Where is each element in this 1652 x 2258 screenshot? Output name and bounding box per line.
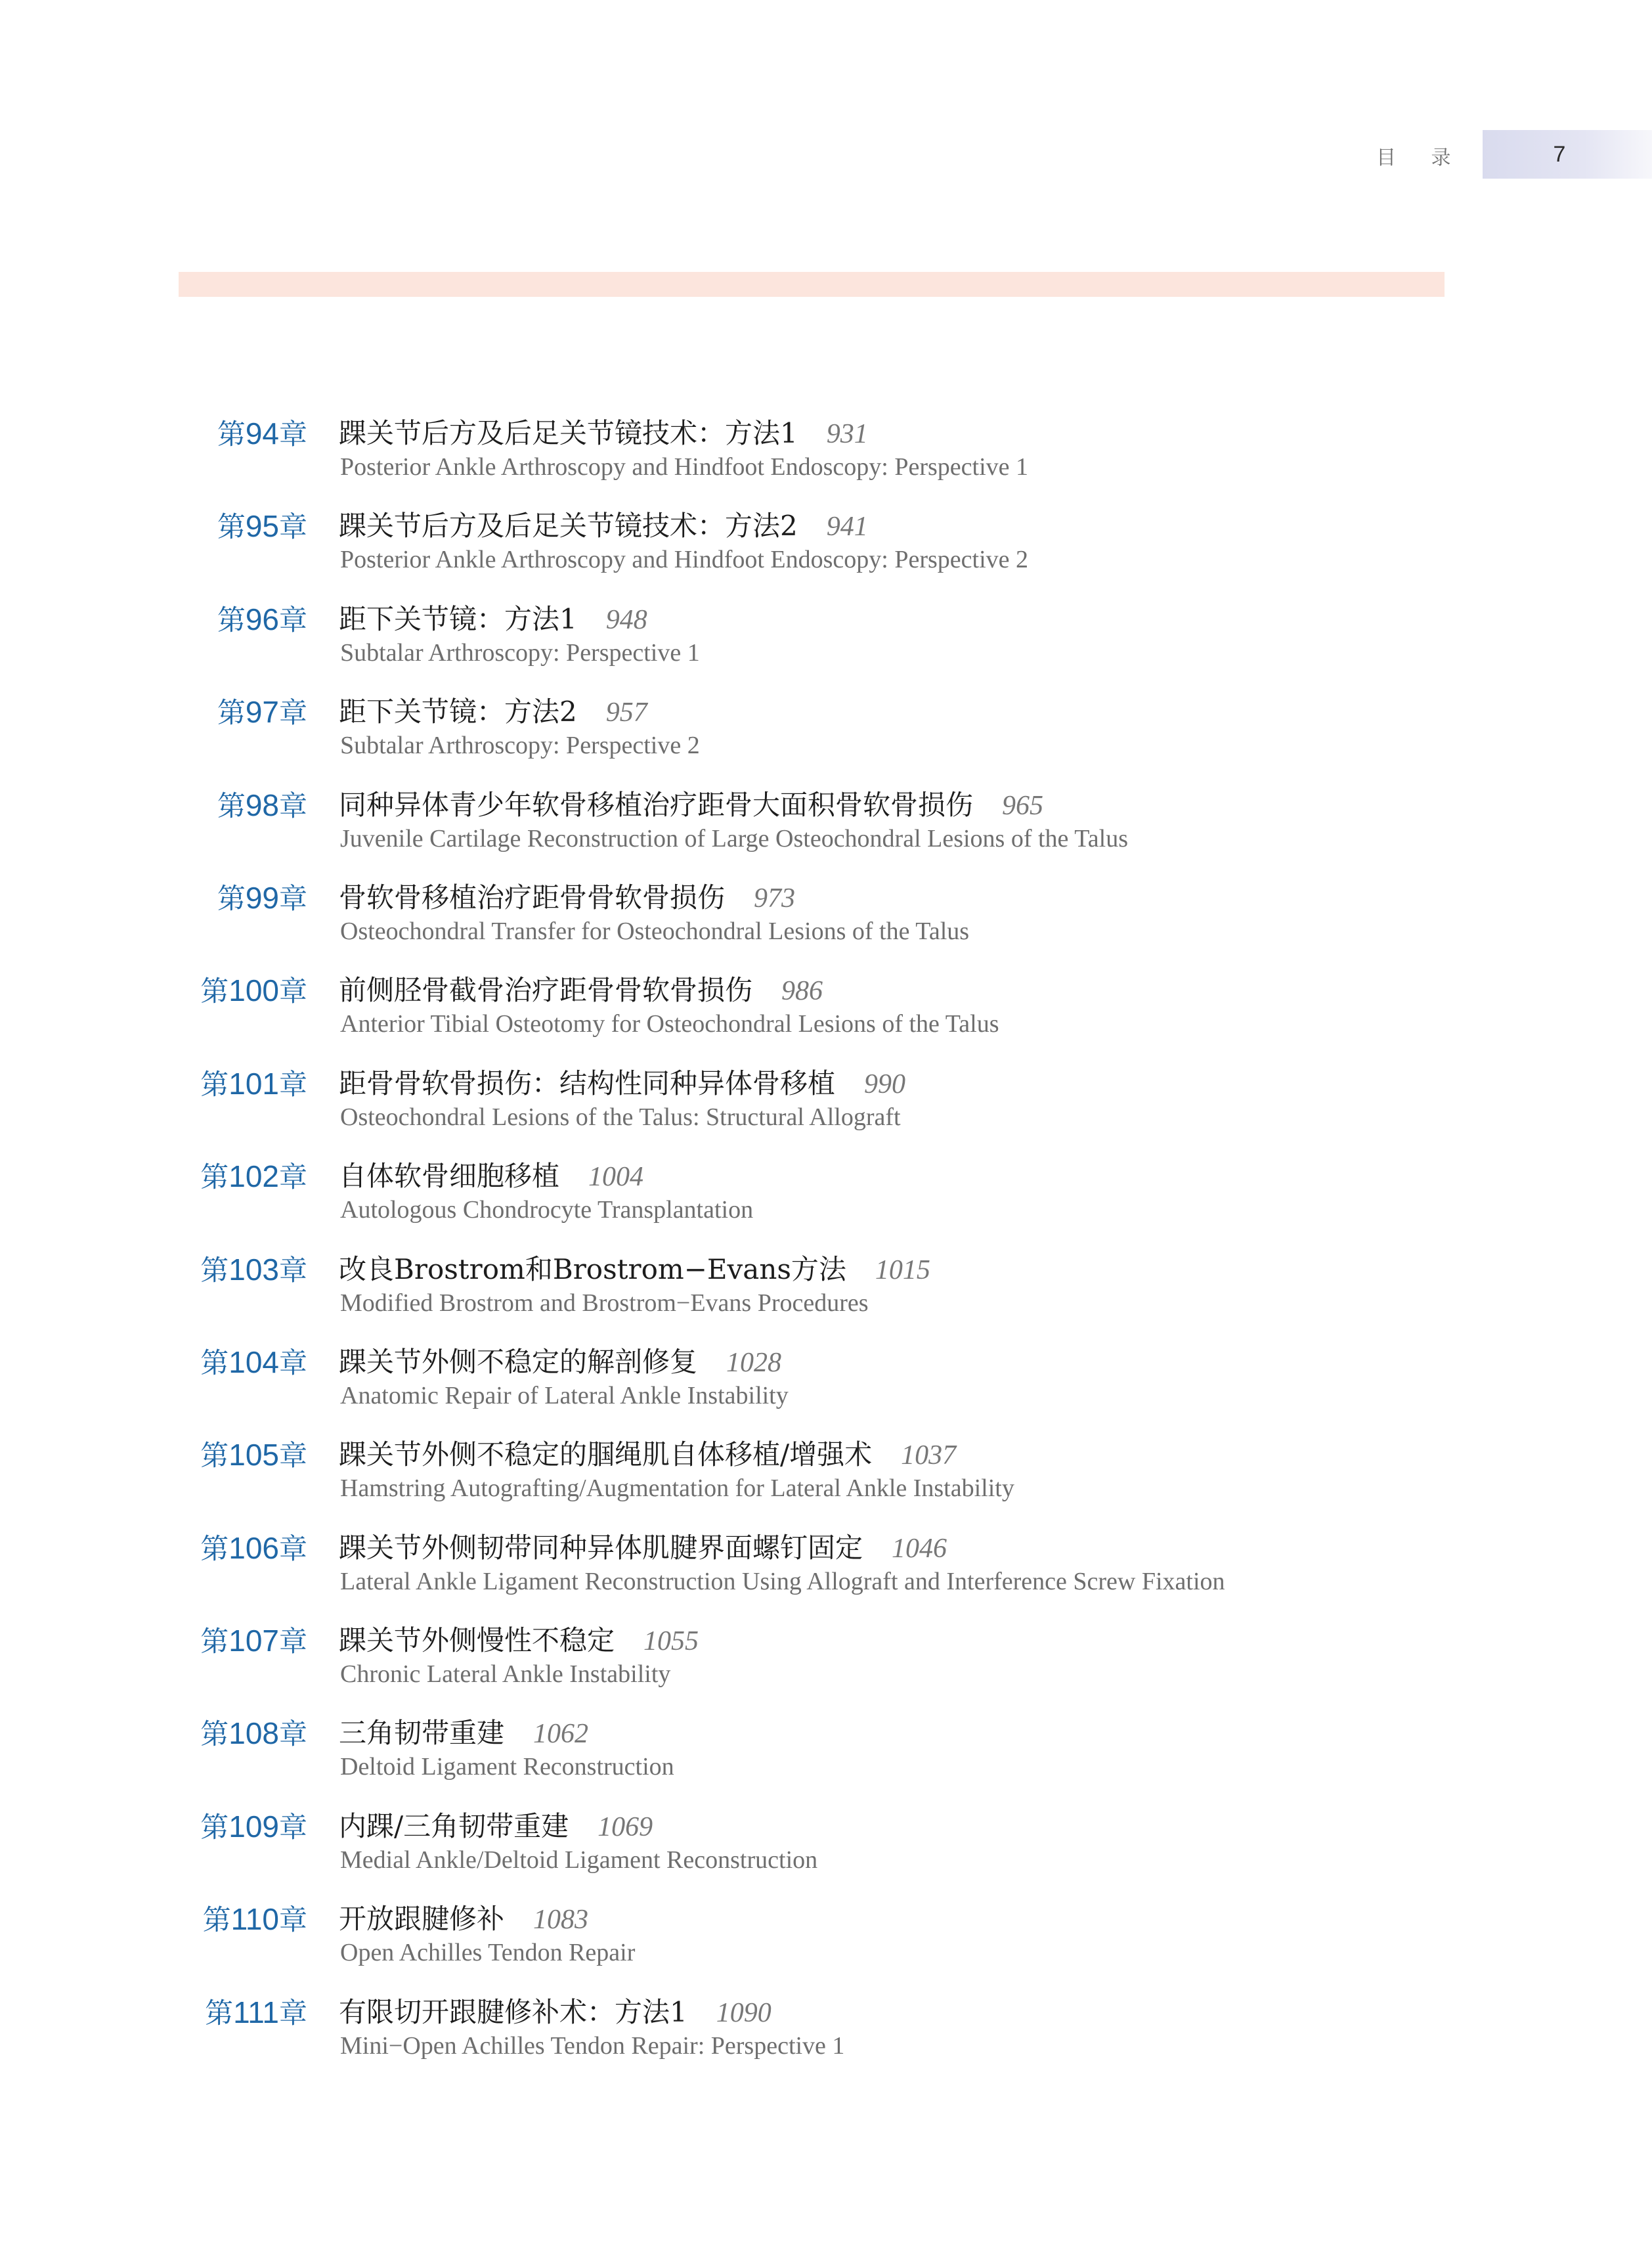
chapter-suffix: 章 [279,1997,307,2030]
toc-entry[interactable] [0,1994,1652,2087]
chapter-title-en: Osteochondral Transfer for Osteochondral Lesions of the Talus [340,917,970,945]
chapter-page-ref: 948 [605,604,647,635]
chapter-title-cn: 踝关节外侧不稳定的解剖修复 [339,1345,698,1378]
chapter-prefix: 第 [200,1440,229,1473]
chapter-title-line [339,601,647,638]
chapter-title-en: Posterior Ankle Arthroscopy and Hindfoot Endoscopy: Perspective 1 [340,453,1029,481]
chapter-prefix: 第 [217,789,246,823]
chapter-page-ref: 1015 [875,1254,930,1285]
chapter-title-line [339,1436,956,1474]
chapter-suffix: 章 [279,1440,307,1473]
chapter-page-ref: 1028 [726,1347,782,1378]
chapter-suffix: 章 [279,1532,307,1566]
chapter-title-en: Lateral Ankle Ligament Reconstruction Using Allograft and Interference Screw Fixation [340,1567,1225,1595]
chapter-number: 101 [228,1066,279,1101]
chapter-suffix: 章 [279,697,307,730]
chapter-page-ref: 957 [605,697,647,728]
chapter-prefix: 第 [217,604,246,637]
chapter-label [203,1901,307,1939]
chapter-number: 107 [228,1624,279,1658]
chapter-label [217,601,307,639]
chapter-prefix: 第 [200,1068,229,1101]
chapter-title-en: Juvenile Cartilage Reconstruction of Large Osteochondral Lesions of the Talus [340,824,1129,852]
chapter-suffix: 章 [279,789,307,823]
chapter-suffix: 章 [279,511,307,544]
chapter-prefix: 第 [205,1997,234,2030]
chapter-title-cn: 前侧胫骨截骨治疗距骨骨软骨损伤 [339,974,753,1007]
chapter-suffix: 章 [279,1068,307,1101]
chapter-title-cn: 距下关节镜：方法2 [339,696,577,728]
chapter-title-line [339,787,1043,824]
toc-entry[interactable] [0,972,1652,1065]
chapter-suffix: 章 [279,1254,307,1287]
chapter-suffix: 章 [279,1626,307,1659]
chapter-title-cn: 内踝/三角韧带重建 [339,1809,569,1842]
table-of-contents [0,415,1652,2087]
toc-entry[interactable] [0,1715,1652,1807]
chapter-prefix: 第 [200,1532,229,1566]
chapter-page-ref: 941 [826,512,868,542]
chapter-suffix: 章 [279,1346,307,1380]
chapter-number: 106 [228,1530,279,1565]
chapter-title-cn: 骨软骨移植治疗距骨骨软骨损伤 [339,881,726,914]
page-number: 7 [1553,142,1566,167]
chapter-prefix: 第 [200,975,229,1009]
chapter-number: 94 [245,416,279,451]
chapter-number: 98 [245,787,279,822]
chapter-page-ref: 1055 [643,1626,699,1657]
chapter-title-cn: 距下关节镜：方法1 [339,602,577,635]
chapter-title-en: Mini−Open Achilles Tendon Repair: Perspective 1 [340,2031,845,2060]
chapter-label [217,879,307,918]
toc-entry[interactable] [0,1530,1652,1622]
decorative-header-bar [179,272,1445,297]
chapter-suffix: 章 [279,882,307,916]
chapter-label [217,508,307,546]
chapter-page-ref: 1083 [533,1905,589,1936]
chapter-label [200,1344,307,1382]
chapter-title-en: Osteochondral Lesions of the Talus: Structural Allograft [340,1103,901,1131]
chapter-suffix: 章 [279,975,307,1009]
chapter-number: 111 [233,1995,279,2029]
chapter-title-cn: 踝关节外侧韧带同种异体肌腱界面螺钉固定 [339,1531,863,1564]
toc-entry[interactable] [0,601,1652,694]
chapter-title-line [339,1158,643,1195]
chapter-prefix: 第 [200,1626,229,1659]
chapter-title-line [339,1901,588,1938]
chapter-label [217,694,307,732]
chapter-number: 99 [245,880,279,915]
chapter-page-ref: 990 [864,1069,906,1099]
chapter-label [200,1530,307,1568]
chapter-prefix: 第 [200,1161,229,1195]
chapter-page-ref: 1090 [716,1997,772,2028]
chapter-page-ref: 986 [781,976,823,1007]
chapter-title-cn: 有限切开跟腱修补术：方法1 [339,1995,687,2028]
chapter-prefix: 第 [200,1811,229,1844]
chapter-prefix: 第 [217,882,246,916]
chapter-label [200,1065,307,1103]
chapter-title-en: Chronic Lateral Ankle Instability [340,1660,671,1689]
chapter-number: 110 [230,1902,279,1937]
chapter-page-ref: 965 [1002,790,1044,821]
chapter-title-en: Hamstring Autografting/Augmentation for Lateral Ankle Instability [340,1474,1014,1503]
chapter-prefix: 第 [217,418,246,451]
chapter-title-en: Open Achilles Tendon Repair [340,1939,636,1967]
chapter-suffix: 章 [279,1718,307,1752]
chapter-label [200,1436,307,1474]
chapter-title-cn: 改良Brostrom和Brostrom−Evans方法 [339,1252,846,1285]
chapter-page-ref: 1069 [598,1811,653,1842]
chapter-page-ref: 1046 [892,1533,947,1564]
toc-entry[interactable] [0,787,1652,879]
chapter-title-line [339,508,868,545]
chapter-prefix: 第 [200,1254,229,1287]
toc-entry[interactable] [0,1622,1652,1715]
toc-entry[interactable] [0,1808,1652,1901]
chapter-label [200,1808,307,1846]
chapter-title-line [339,879,795,917]
chapter-label [200,1715,307,1753]
chapter-number: 109 [228,1809,279,1844]
chapter-label [200,1622,307,1660]
toc-entry[interactable] [0,1158,1652,1251]
chapter-title-line [339,1251,930,1289]
chapter-page-ref: 1004 [588,1162,644,1193]
chapter-title-cn: 距骨骨软骨损伤：结构性同种异体骨移植 [339,1067,836,1099]
chapter-title-en: Medial Ankle/Deltoid Ligament Reconstruction [340,1846,818,1874]
toc-entry[interactable] [0,1344,1652,1436]
toc-entry[interactable] [0,1251,1652,1344]
chapter-number: 100 [228,973,279,1008]
toc-entry[interactable] [0,1901,1652,1993]
chapter-prefix: 第 [217,511,246,544]
toc-entry[interactable] [0,694,1652,786]
chapter-title-line [339,415,868,453]
toc-entry[interactable] [0,508,1652,600]
chapter-number: 103 [228,1252,279,1287]
chapter-page-ref: 1037 [901,1440,957,1471]
chapter-title-cn: 踝关节外侧慢性不稳定 [339,1624,615,1657]
chapter-label [205,1994,307,2032]
chapter-title-en: Subtalar Arthroscopy: Perspective 2 [340,732,700,760]
chapter-title-cn: 开放跟腱修补 [339,1903,505,1936]
chapter-label [200,1158,307,1196]
toc-entry[interactable] [0,1065,1652,1158]
chapter-title-en: Modified Brostrom and Brostrom−Evans Procedures [340,1289,869,1317]
chapter-title-line [339,1715,588,1752]
chapter-title-en: Subtalar Arthroscopy: Perspective 1 [340,638,700,667]
chapter-title-en: Anterior Tibial Osteotomy for Osteochondral Lesions of the Talus [340,1010,999,1038]
chapter-number: 105 [228,1438,279,1472]
toc-entry[interactable] [0,879,1652,972]
toc-entry[interactable] [0,415,1652,508]
chapter-number: 96 [245,602,279,636]
chapter-title-cn: 踝关节外侧不稳定的腘绳肌自体移植/增强术 [339,1438,873,1471]
chapter-label [217,415,307,453]
chapter-title-line [339,694,647,731]
chapter-title-en: Anatomic Repair of Lateral Ankle Instability [340,1381,789,1409]
toc-entry[interactable] [0,1436,1652,1529]
chapter-suffix: 章 [279,1811,307,1844]
chapter-title-line [339,1994,772,2031]
chapter-page-ref: 973 [754,883,796,914]
chapter-suffix: 章 [279,1904,307,1937]
chapter-title-cn: 踝关节后方及后足关节镜技术：方法1 [339,417,798,449]
chapter-suffix: 章 [279,604,307,637]
chapter-title-en: Deltoid Ligament Reconstruction [340,1753,674,1781]
chapter-label [217,787,307,825]
chapter-suffix: 章 [279,1161,307,1195]
chapter-number: 102 [228,1159,279,1194]
chapter-title-cn: 踝关节后方及后足关节镜技术：方法2 [339,510,798,542]
chapter-title-en: Posterior Ankle Arthroscopy and Hindfoot Endoscopy: Perspective 2 [340,546,1029,574]
chapter-page-ref: 1062 [533,1719,589,1750]
chapter-title-cn: 三角韧带重建 [339,1717,505,1750]
chapter-label [200,1251,307,1289]
chapter-number: 97 [245,695,279,730]
chapter-number: 104 [228,1344,279,1379]
chapter-title-line [339,1530,947,1567]
chapter-prefix: 第 [200,1718,229,1752]
chapter-title-line [339,1808,653,1846]
chapter-suffix: 章 [279,418,307,451]
chapter-title-cn: 同种异体青少年软骨移植治疗距骨大面积骨软骨损伤 [339,788,974,821]
chapter-title-cn: 自体软骨细胞移植 [339,1160,560,1193]
chapter-title-line [339,1622,699,1660]
chapter-page-ref: 931 [826,419,868,449]
chapter-label [200,972,307,1010]
running-head: 目 录 [1376,146,1466,169]
chapter-prefix: 第 [217,697,246,730]
chapter-title-en: Autologous Chondrocyte Transplantation [340,1196,754,1224]
chapter-prefix: 第 [200,1346,229,1380]
chapter-prefix: 第 [202,1904,231,1937]
chapter-title-line [339,972,823,1009]
chapter-title-line [339,1344,781,1381]
chapter-title-line [339,1065,905,1103]
chapter-number: 108 [228,1716,279,1751]
chapter-number: 95 [245,509,279,544]
